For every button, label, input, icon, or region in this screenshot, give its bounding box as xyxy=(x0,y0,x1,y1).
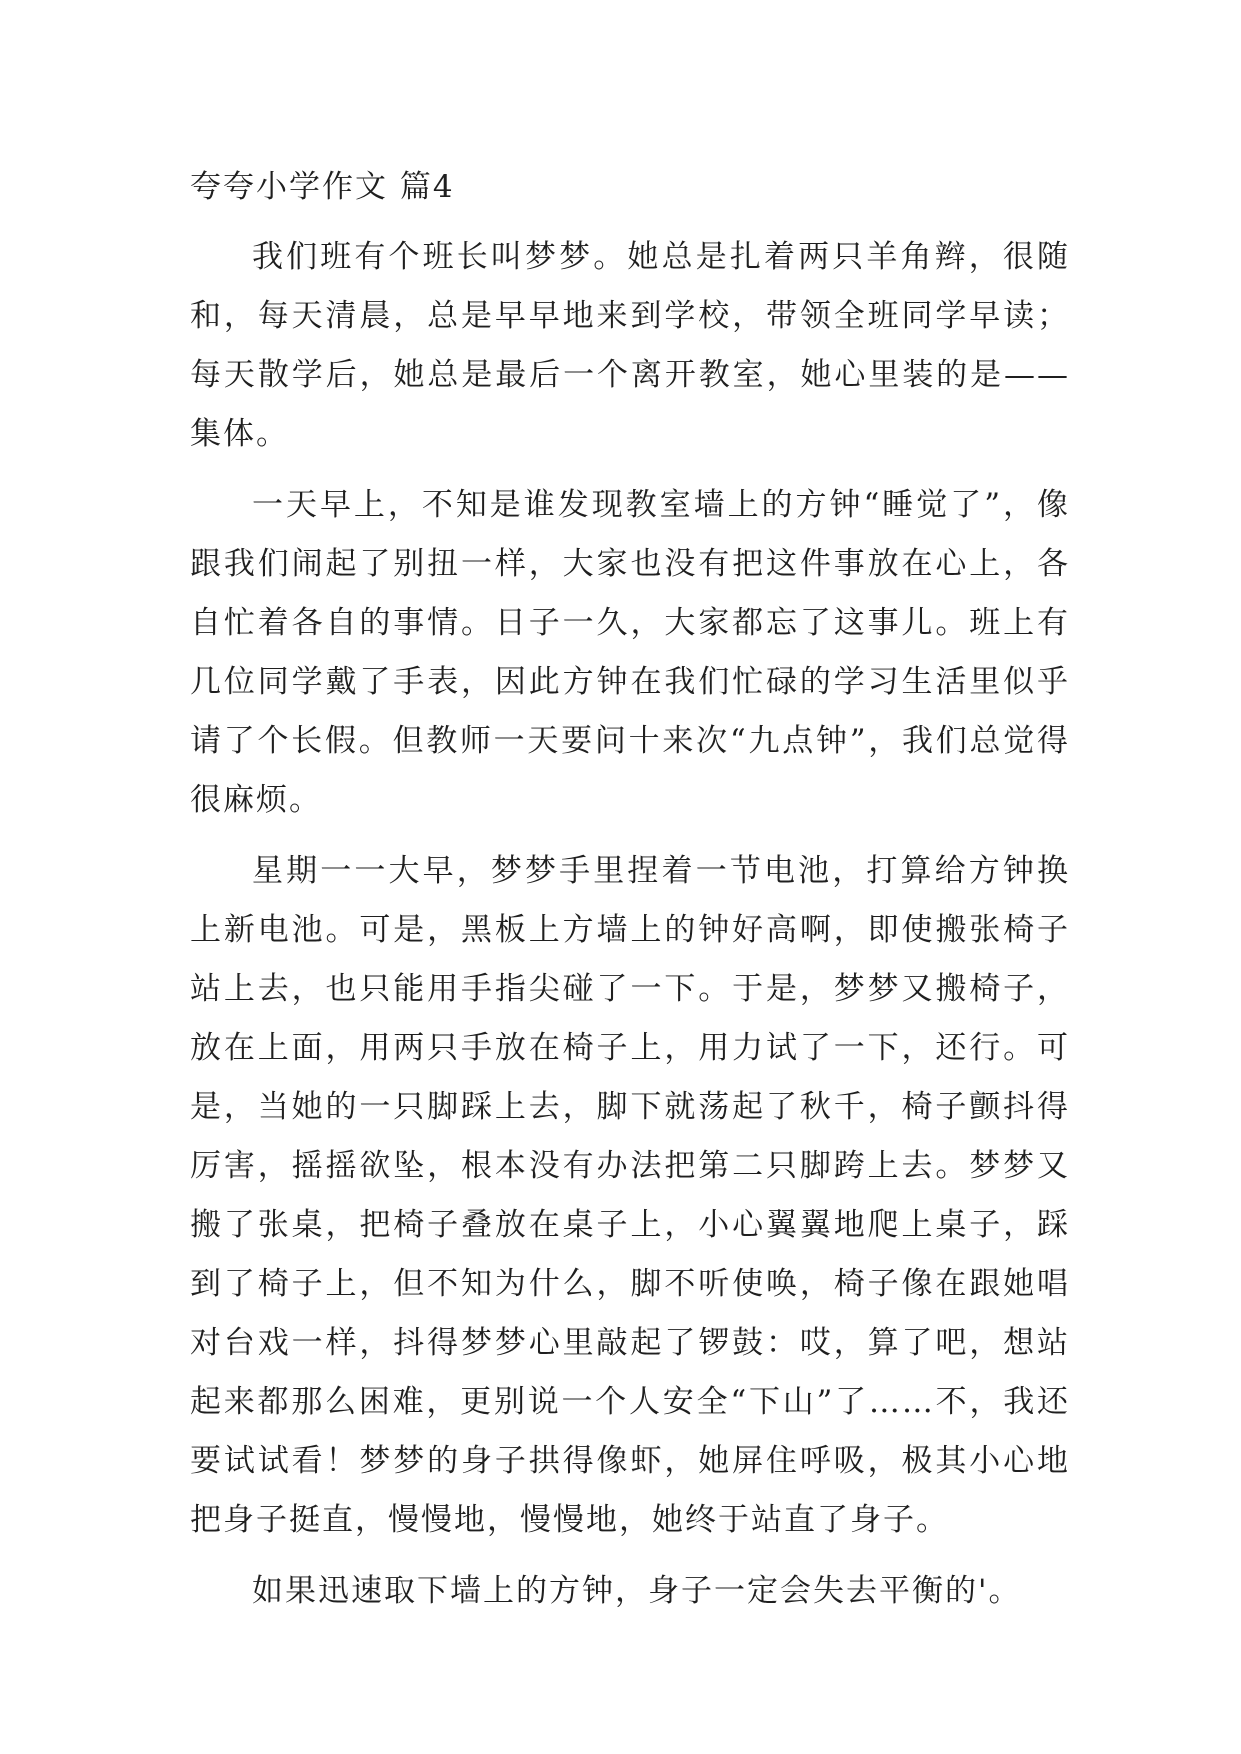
paragraph-3: 星期一一大早，梦梦手里捏着一节电池，打算给方钟换上新电池。可是，黑板上方墙上的钟好高啊，即使搬张椅子站上去，也只能用手指尖碰了一下。于是，梦梦又搬椅子，放在上面，用两只手放在椅子上，用力试了一下，还行。可是，当她的一只脚踩上去，脚下就荡起了秋千，椅子颤抖得厉害，摇摇欲坠，根本没有办法把第二只脚跨上去。梦梦又搬了张桌，把椅子叠放在桌子上，小心翼翼地爬上桌子，踩到了椅子上，但不知为什么，脚不听使唤，椅子像在跟她唱对台戏一样，抖得梦梦心里敲起了锣鼓：哎，算了吧，想站起来都那么困难，更别说一个人安全“下山”了……不，我还要试试看！梦梦的身子拱得像虾，她屏住呼吸，极其小心地把身子挺直，慢慢地，慢慢地，她终于站直了身子。 xyxy=(190,853,1070,1538)
paragraph-1: 我们班有个班长叫梦梦。她总是扎着两只羊角辫，很随和，每天清晨，总是早早地来到学校，带领全班同学早读；每天散学后，她总是最后一个离开教室，她心里装的是——集体。 xyxy=(190,239,1070,452)
essay-title: 夸夸小学作文 篇4 xyxy=(190,169,455,205)
essay-body xyxy=(190,164,1070,1621)
paragraph-2: 一天早上，不知是谁发现教室墙上的方钟“睡觉了”，像跟我们闹起了别扭一样，大家也没有把这件事放在心上，各自忙着各自的事情。日子一久，大家都忘了这事儿。班上有几位同学戴了手表，因此方钟在我们忙碌的学习生活里似乎请了个长假。但教师一天要问十来次“九点钟”，我们总觉得很麻烦。 xyxy=(190,487,1070,818)
paragraph-4: 如果迅速取下墙上的方钟，身子一定会失去平衡的'。 xyxy=(252,1573,1022,1609)
